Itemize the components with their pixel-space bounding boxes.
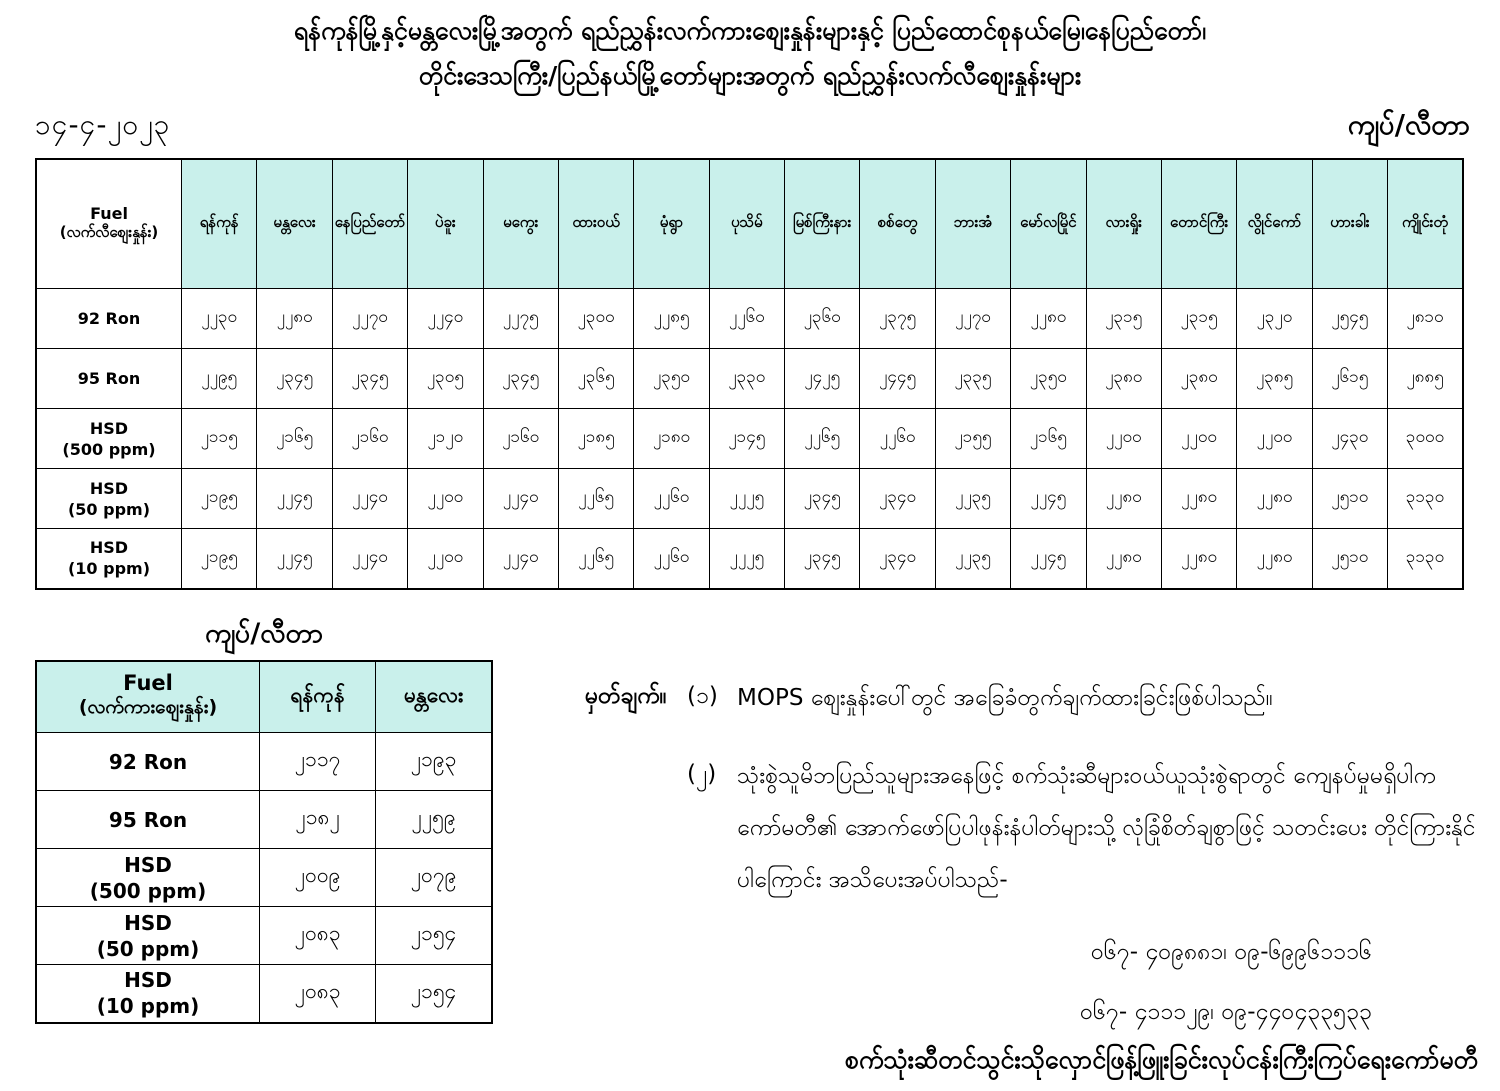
price-cell: ၂၁၉၅ <box>182 529 257 589</box>
price-cell: ၂၃၄၅ <box>785 469 860 529</box>
city-header-cell: လားရှိုး <box>1086 159 1161 289</box>
price-cell: ၂၂၈၀ <box>1086 469 1161 529</box>
price-cell: ၂၁၆၀ <box>483 409 558 469</box>
price-cell: ၂၂၀၀ <box>408 529 483 589</box>
price-cell: ၂၂၂၅ <box>709 469 784 529</box>
price-cell: ၂၂၆၅ <box>558 469 633 529</box>
fuel-header-cell: Fuel (လက်ကားစျေးနှုန်း) <box>36 661 260 733</box>
price-cell: ၂၂၉၅ <box>182 349 257 409</box>
price-cell: ၂၁၁၅ <box>182 409 257 469</box>
price-cell: ၂၄၄၅ <box>860 349 935 409</box>
price-cell: ၂၃၆၅ <box>558 349 633 409</box>
price-cell: ၂၂၄၀ <box>408 289 483 349</box>
price-cell: ၂၁၅၄ <box>376 907 492 965</box>
city-header-cell: ဟားခါး <box>1312 159 1387 289</box>
price-cell: ၂၂၆၅ <box>558 529 633 589</box>
price-cell: ၂၂၄၀ <box>332 529 407 589</box>
price-cell: ၂၃၅၀ <box>634 349 709 409</box>
price-cell: ၂၀၇၉ <box>376 849 492 907</box>
city-header-cell: မန္တလေး <box>376 661 492 733</box>
price-cell: ၂၁၁၇ <box>260 733 376 791</box>
price-cell: ၂၂၃၅ <box>935 529 1010 589</box>
city-header-cell: တောင်ကြီး <box>1161 159 1236 289</box>
retail-price-table <box>35 158 1464 590</box>
price-cell: ၂၃၇၅ <box>860 289 935 349</box>
price-cell: ၂၃၆၀ <box>785 289 860 349</box>
price-cell: ၂၅၁၀ <box>1312 469 1387 529</box>
page-title <box>0 8 1500 98</box>
unit-label-retail: ကျပ်/လီတာ <box>1347 108 1470 141</box>
price-cell: ၂၂၈၀ <box>257 289 332 349</box>
city-header-cell: မြစ်ကြီးနား <box>785 159 860 289</box>
note-2-number: (၂) <box>687 761 717 787</box>
wholesale-price-table <box>35 660 493 1024</box>
price-cell: ၂၂၈၀ <box>1237 529 1312 589</box>
price-cell: ၂၂၃၀ <box>182 289 257 349</box>
title-line-2: တိုင်းဒေသကြီး/ပြည်နယ်မြို့တော်များအတွက် ရည်ညွှန်းလက်လီစျေးနှုန်းများ <box>418 61 1082 90</box>
price-cell: ၂၂၈၀ <box>1161 469 1236 529</box>
price-cell: ၂၃၁၅ <box>1161 289 1236 349</box>
price-cell: ၂၂၆၀ <box>634 529 709 589</box>
city-header-cell: ရန်ကုန် <box>182 159 257 289</box>
price-cell: ၂၂၈၀ <box>1161 529 1236 589</box>
price-cell: ၂၃၈၅ <box>1237 349 1312 409</box>
price-cell: ၂၂၄၅ <box>1011 469 1086 529</box>
price-cell: ၂၁၉၃ <box>376 733 492 791</box>
price-cell: ၂၁၆၀ <box>332 409 407 469</box>
fuel-header-cell: Fuel (လက်လီစျေးနှုန်း) <box>36 159 182 289</box>
price-cell: ၂၃၄၅ <box>483 349 558 409</box>
fuel-row-header: HSD (50 ppm) <box>36 469 182 529</box>
price-cell: ၂၂၄၅ <box>257 529 332 589</box>
price-cell: ၂၂၇၀ <box>935 289 1010 349</box>
phone-line-2: ၀၆၇- ၄၁၁၁၂၉၊ ၀၉-၄၄၀၄၃၃၅၃၃ <box>1080 999 1372 1025</box>
price-cell: ၂၁၄၅ <box>709 409 784 469</box>
city-header-cell: နေပြည်တော် <box>332 159 407 289</box>
price-cell: ၂၃၃၅ <box>935 349 1010 409</box>
price-cell: ၂၆၁၅ <box>1312 349 1387 409</box>
price-cell: ၃၀၀၀ <box>1388 409 1464 469</box>
unit-label-wholesale: ကျပ်/လီတာ <box>205 618 323 649</box>
title-line-1: ရန်ကုန်မြို့နှင့်မန္တလေးမြို့အတွက် ရည်ညွှန်းလက်ကားစျေးနှုန်းများနှင့် ပြည်ထောင်စုနယ်မြေ၊နေပြည်တော်၊ <box>293 16 1207 45</box>
price-cell: ၂၂၆၅ <box>785 409 860 469</box>
fuel-row-header: HSD (50 ppm) <box>36 907 260 965</box>
price-cell: ၂၃၂၀ <box>1237 289 1312 349</box>
city-header-cell: မန္တလေး <box>257 159 332 289</box>
price-cell: ၂၁၉၅ <box>182 469 257 529</box>
city-header-cell: ထားဝယ် <box>558 159 633 289</box>
price-cell: ၂၃၈၀ <box>1161 349 1236 409</box>
date-label: ၁၄-၄-၂၀၂၃ <box>35 108 171 141</box>
price-cell: ၂၃၈၀ <box>1086 349 1161 409</box>
phone-numbers <box>585 922 1490 1042</box>
price-cell: ၂၃၄၅ <box>785 529 860 589</box>
price-cell: ၂၂၄၀ <box>483 529 558 589</box>
table-row <box>36 965 492 1023</box>
price-cell: ၂၂၄၅ <box>1011 529 1086 589</box>
meta-row <box>35 106 1470 148</box>
table-row <box>36 529 1463 589</box>
price-cell: ၂၄၃၀ <box>1312 409 1387 469</box>
price-cell: ၂၂၃၅ <box>935 469 1010 529</box>
price-cell: ၂၂၄၅ <box>257 469 332 529</box>
price-cell: ၂၂၀၀ <box>408 469 483 529</box>
city-header-cell: ပဲခူး <box>408 159 483 289</box>
fuel-row-header: HSD (500 ppm) <box>36 849 260 907</box>
city-header-cell: လွိုင်ကော် <box>1237 159 1312 289</box>
fuel-row-header: HSD (10 ppm) <box>36 529 182 589</box>
price-cell: ၂၃၄၅ <box>257 349 332 409</box>
price-cell: ၂၁၂၀ <box>408 409 483 469</box>
footer-committee-name: စက်သုံးဆီတင်သွင်းသိုလှောင်ဖြန့်ဖြူးခြင်းလုပ်ငန်းကြီးကြပ်ရေးကော်မတီ <box>844 1045 1478 1074</box>
table-row <box>36 907 492 965</box>
city-header-cell: ရန်ကုန် <box>260 661 376 733</box>
table-row <box>36 849 492 907</box>
price-cell: ၂၂၄၀ <box>483 469 558 529</box>
price-cell: ၂၃၄၀ <box>860 469 935 529</box>
price-cell: ၂၃၃၀ <box>709 349 784 409</box>
table-row <box>36 469 1463 529</box>
price-cell: ၂၁၆၅ <box>257 409 332 469</box>
wholesale-table-body <box>36 733 492 1023</box>
price-cell: ၂၀၈၃ <box>260 907 376 965</box>
retail-table-body <box>36 289 1463 589</box>
price-cell: ၂၂၈၀ <box>1011 289 1086 349</box>
wholesale-table-header <box>36 661 492 733</box>
price-cell: ၂၅၁၀ <box>1312 529 1387 589</box>
table-row <box>36 733 492 791</box>
fuel-row-header: 95 Ron <box>36 349 182 409</box>
price-cell: ၂၂၀၀ <box>1086 409 1161 469</box>
price-cell: ၂၀၈၃ <box>260 965 376 1023</box>
city-header-cell: ဘားအံ <box>935 159 1010 289</box>
price-cell: ၂၃၁၅ <box>1086 289 1161 349</box>
fuel-row-header: HSD (500 ppm) <box>36 409 182 469</box>
price-cell: ၃၁၃၀ <box>1388 469 1464 529</box>
fuel-row-header: 92 Ron <box>36 289 182 349</box>
price-cell: ၂၈၁၀ <box>1388 289 1464 349</box>
price-cell: ၂၃၀၀ <box>558 289 633 349</box>
price-cell: ၂၃၀၅ <box>408 349 483 409</box>
city-header-cell: စစ်တွေ <box>860 159 935 289</box>
price-cell: ၂၈၈၅ <box>1388 349 1464 409</box>
price-cell: ၂၄၂၅ <box>785 349 860 409</box>
phone-line-1: ၀၆၇- ၄၀၉၈၈၁၊ ၀၉-၆၉၉၆၁၁၁၆ <box>1090 939 1372 965</box>
price-cell: ၂၀၀၉ <box>260 849 376 907</box>
price-cell: ၂၃၄၀ <box>860 529 935 589</box>
table-row <box>36 791 492 849</box>
price-cell: ၂၂၆၀ <box>860 409 935 469</box>
price-cell: ၂၂၈၅ <box>634 289 709 349</box>
price-cell: ၂၂၂၅ <box>709 529 784 589</box>
city-header-cell: ပုသိမ် <box>709 159 784 289</box>
note-item-1 <box>585 672 1490 724</box>
notes-section <box>585 672 1490 1042</box>
price-cell: ၃၁၃၀ <box>1388 529 1464 589</box>
city-header-cell: ကျိုင်းတုံ <box>1388 159 1464 289</box>
city-header-cell: မော်လမြိုင် <box>1011 159 1086 289</box>
price-cell: ၂၂၆၀ <box>709 289 784 349</box>
note-item-2 <box>585 750 1490 906</box>
price-cell: ၂၂၇၅ <box>483 289 558 349</box>
price-cell: ၂၃၄၅ <box>332 349 407 409</box>
price-cell: ၂၂၇၀ <box>332 289 407 349</box>
price-cell: ၂၂၄၀ <box>332 469 407 529</box>
price-cell: ၂၁၈၂ <box>260 791 376 849</box>
price-cell: ၂၂၈၀ <box>1237 469 1312 529</box>
price-cell: ၂၁၈၀ <box>634 409 709 469</box>
fuel-row-header: HSD (10 ppm) <box>36 965 260 1023</box>
note-2-text: သုံးစွဲသူမိဘပြည်သူများအနေဖြင့် စက်သုံးဆီများဝယ်ယူသုံးစွဲရာတွင် ကျေနပ်မှုမရှိပါက ကော်မတီ၏ အောက်ဖော်ပြပါဖုန်းနံပါတ်များသို့ လုံခြုံစိတ်ချစွာဖြင့် သတင်းပေး တိုင်ကြားနိုင်ပါကြောင်း အသိပေးအပ်ပါသည်- <box>737 763 1476 893</box>
fuel-row-header: 95 Ron <box>36 791 260 849</box>
price-cell: ၂၂၀၀ <box>1161 409 1236 469</box>
price-cell: ၂၂၆၀ <box>634 469 709 529</box>
price-cell: ၂၁၈၅ <box>558 409 633 469</box>
notes-label: မှတ်ချက်။ <box>585 683 667 709</box>
price-cell: ၂၂၈၀ <box>1086 529 1161 589</box>
city-header-cell: မုံရွာ <box>634 159 709 289</box>
price-cell: ၂၁၅၅ <box>935 409 1010 469</box>
price-cell: ၂၂၅၉ <box>376 791 492 849</box>
city-header-cell: မကွေး <box>483 159 558 289</box>
price-cell: ၂၃၅၀ <box>1011 349 1086 409</box>
note-1-number: (၁) <box>687 683 718 709</box>
price-cell: ၂၁၆၅ <box>1011 409 1086 469</box>
price-cell: ၂၂၀၀ <box>1237 409 1312 469</box>
table-row <box>36 409 1463 469</box>
fuel-row-header: 92 Ron <box>36 733 260 791</box>
note-1-text: MOPS စျေးနှုန်းပေါ်တွင် အခြေခံတွက်ချက်ထားခြင်းဖြစ်ပါသည်။ <box>737 685 1273 711</box>
table-row <box>36 289 1463 349</box>
table-row <box>36 349 1463 409</box>
price-cell: ၂၅၄၅ <box>1312 289 1387 349</box>
retail-table-header <box>36 159 1463 289</box>
price-cell: ၂၁၅၄ <box>376 965 492 1023</box>
